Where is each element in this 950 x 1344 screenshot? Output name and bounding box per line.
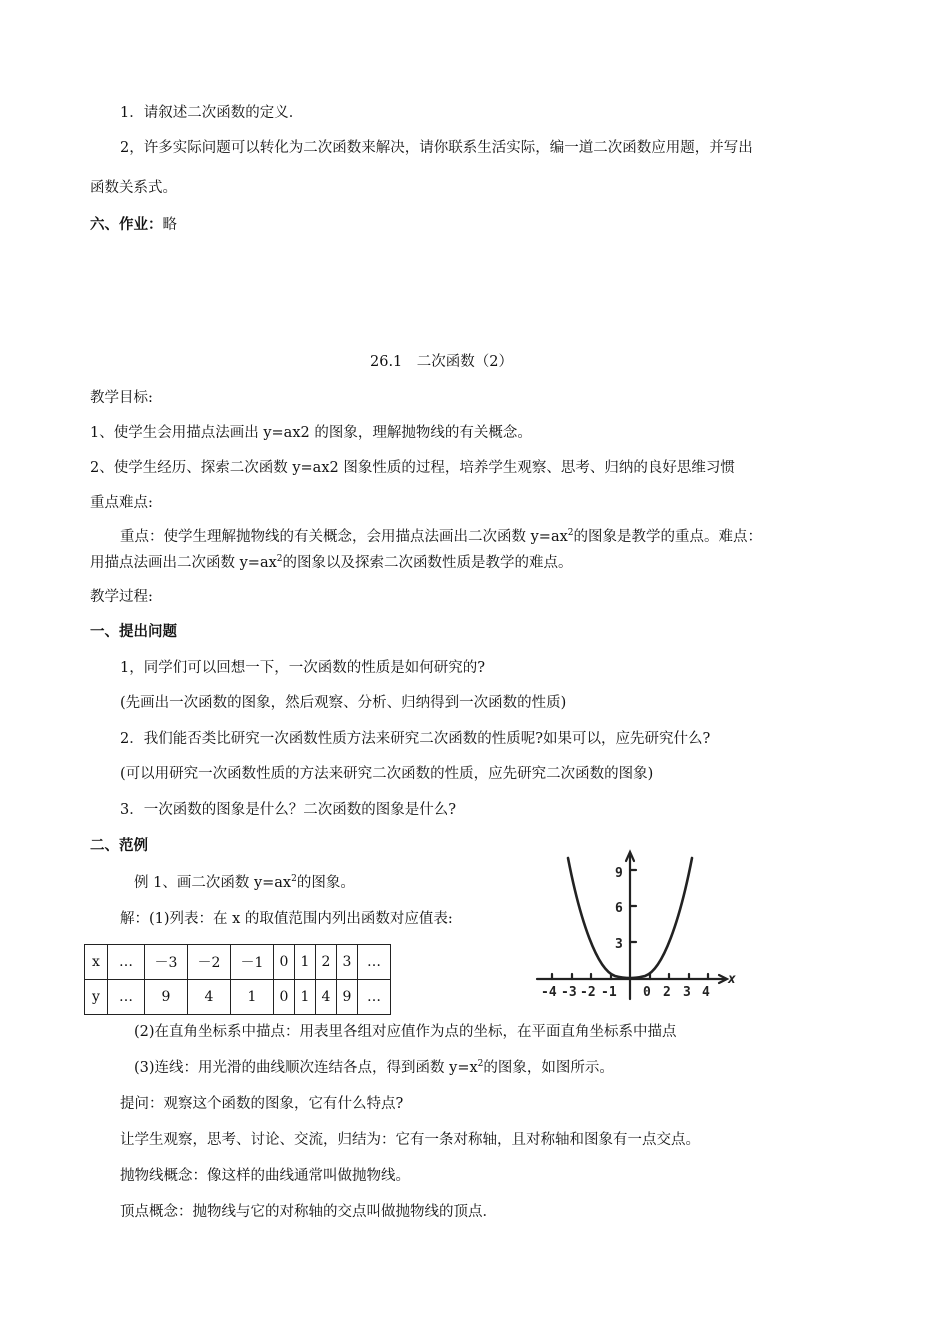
table-row-x [85,945,391,980]
table-cell: 0 [274,945,295,980]
x-tick-label: -4 [541,985,557,1000]
example-1-text-b: 的图象。 [296,875,355,891]
keypoints-line1 [120,527,762,547]
example-1 [134,873,355,893]
table-cell: 3 [337,945,358,980]
question-1: 1．请叙述二次函数的定义． [120,105,304,121]
parabola-graph [535,848,745,1003]
vertex-concept: 顶点概念：抛物线与它的对称轴的交点叫做抛物线的顶点． [120,1204,497,1220]
section-1-p5: 3．一次函数的图象是什么？二次函数的图象是什么? [120,802,456,818]
table-cell: y [85,980,108,1015]
table-cell: －3 [145,945,188,980]
step-3-text-b: 的图象，如图所示。 [483,1060,614,1076]
solution-step-2: (2)在直角坐标系中描点：用表里各组对应值作为点的坐标，在平面直角坐标系中描点 [134,1024,677,1040]
table-cell: … [108,980,145,1015]
superscript-2: 2 [276,554,283,564]
y-tick-label: 3 [615,937,623,952]
homework-text: 略 [162,217,177,233]
section-2-heading: 二、范例 [90,838,148,854]
goal-2: 2、使学生经历、探索二次函数 y=ax2 图象性质的过程，培养学生观察、思考、归纳的良好思维习惯 [90,460,735,476]
example-1-text-a: 例 1、画二次函数 y=ax [134,875,292,891]
table-row-y [85,980,391,1015]
y-tick-label: 6 [615,901,623,916]
section-1-p3: 2．我们能否类比研究一次函数性质方法来研究二次函数的性质呢?如果可以，应先研究什么? [120,731,711,747]
table-cell: 2 [316,945,337,980]
table-cell: 0 [274,980,295,1015]
keypoints-label: 重点难点: [90,495,153,511]
x-tick-label: -1 [601,985,617,1000]
process-label: 教学过程: [90,589,153,605]
x-tick-label: -2 [580,985,596,1000]
x-tick-label: 0 [643,985,651,1000]
keypoints-text-c: 用描点法画出二次函数 y=ax [90,555,277,571]
table-cell: 1 [231,980,274,1015]
table-cell: … [358,945,391,980]
goals-label: 教学目标: [90,390,153,406]
superscript-2: 2 [291,874,297,884]
table-cell: … [108,945,145,980]
table-cell: 4 [316,980,337,1015]
x-tick-label: 2 [663,985,671,1000]
table-cell: x [85,945,108,980]
table-cell: －1 [231,945,274,980]
y-tick-label: 9 [615,866,623,881]
step-3-text-a: (3)连线：用光滑的曲线顺次连结各点，得到函数 y=x [134,1060,478,1076]
goal-1: 1、使学生会用描点法画出 y=ax2 的图象，理解抛物线的有关概念。 [90,425,532,441]
x-axis-label: x [728,972,736,987]
section-1-p2: (先画出一次函数的图象，然后观察、分析、归纳得到一次函数的性质) [120,695,567,711]
table-cell: －2 [188,945,231,980]
section-1-p4: (可以用研究一次函数性质的方法来研究二次函数的性质，应先研究二次函数的图象) [120,766,654,782]
section-1-p1: 1，同学们可以回想一下，一次函数的性质是如何研究的? [120,660,485,676]
keypoints-text-b: 的图象是教学的重点。难点： [573,529,763,545]
question-2-line2: 函数关系式。 [90,180,177,196]
x-tick-label: 3 [683,985,691,1000]
x-tick-label: -3 [561,985,577,1000]
table-cell: 9 [145,980,188,1015]
value-table [84,944,391,1015]
parabola-concept: 抛物线概念：像这样的曲线通常叫做抛物线。 [120,1168,410,1184]
solution-step-1: 解：(1)列表：在 x 的取值范围内列出函数对应值表: [120,911,453,927]
table-cell: 4 [188,980,231,1015]
table-cell: 1 [295,945,316,980]
lesson-title: 26.1 二次函数（2） [370,354,514,370]
superscript-2: 2 [567,528,574,538]
question-prompt: 提问：观察这个函数的图象，它有什么特点? [120,1096,404,1112]
table-cell: … [358,980,391,1015]
homework-line [90,215,177,235]
keypoints-line2 [90,553,573,573]
solution-step-3 [134,1058,614,1078]
superscript-2: 2 [477,1059,484,1069]
table-cell: 1 [295,980,316,1015]
question-2-line1: 2，许多实际问题可以转化为二次函数来解决，请你联系生活实际，编一道二次函数应用题，并写出 [120,140,753,156]
homework-label: 六、作业： [90,217,163,233]
table-cell: 9 [337,980,358,1015]
section-1-heading: 一、提出问题 [90,624,177,640]
x-tick-label: 4 [702,985,710,1000]
keypoints-text-a: 重点：使学生理解抛物线的有关概念，会用描点法画出二次函数 y=ax [120,529,568,545]
summary: 让学生观察，思考、讨论、交流，归结为：它有一条对称轴，且对称轴和图象有一点交点。 [120,1132,700,1148]
keypoints-text-d: 的图象以及探索二次函数性质是教学的难点。 [282,555,573,571]
